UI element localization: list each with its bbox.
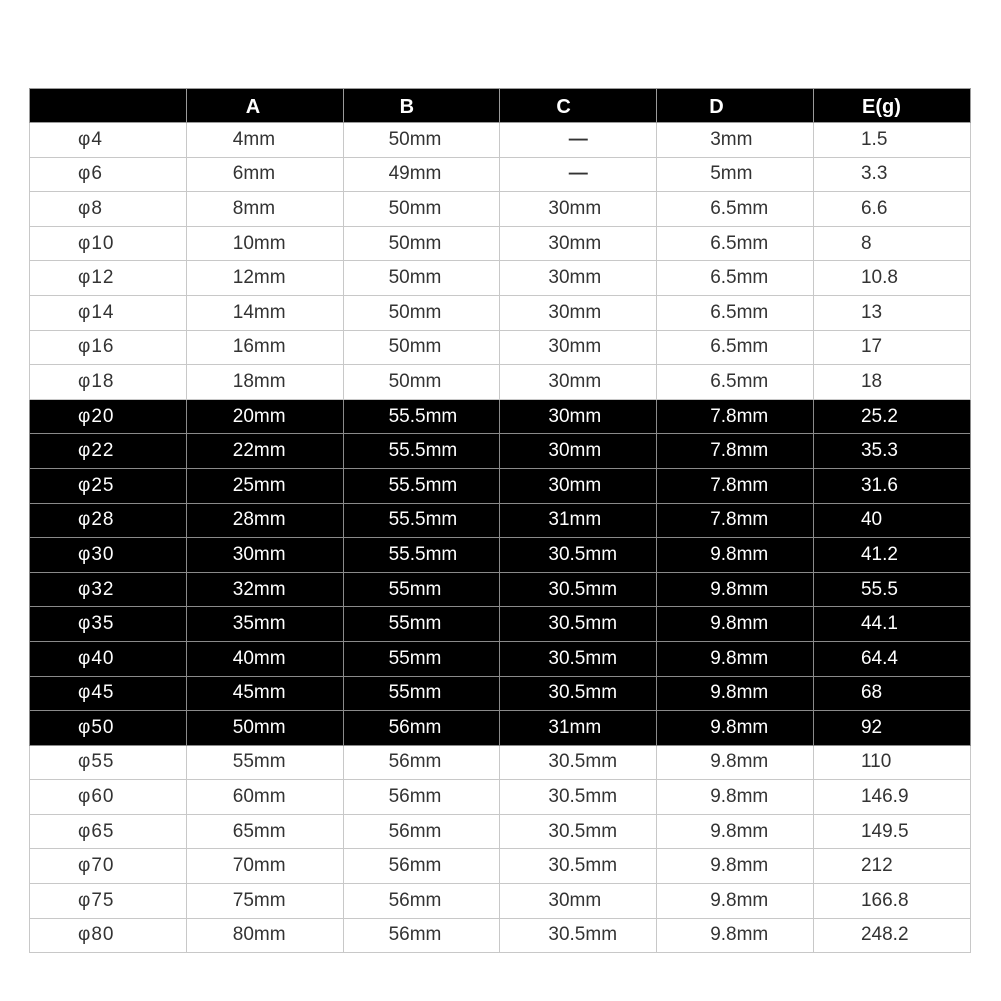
cell-d: 9.8mm	[657, 607, 814, 642]
cell-e: 149.5	[813, 814, 970, 849]
cell-c: 30mm	[500, 330, 657, 365]
cell-e: 44.1	[813, 607, 970, 642]
cell-e: 6.6	[813, 192, 970, 227]
table-row	[30, 503, 971, 538]
cell-e: 17	[813, 330, 970, 365]
cell-a: 18mm	[186, 365, 343, 400]
cell-b: 56mm	[343, 918, 500, 953]
spec-table-body	[30, 123, 971, 953]
cell-a: 75mm	[186, 884, 343, 919]
cell-d: 6.5mm	[657, 365, 814, 400]
cell-a: 22mm	[186, 434, 343, 469]
cell-a: 35mm	[186, 607, 343, 642]
cell-size: φ65	[30, 814, 187, 849]
cell-b: 56mm	[343, 745, 500, 780]
cell-d: 7.8mm	[657, 434, 814, 469]
cell-size: φ20	[30, 399, 187, 434]
table-row	[30, 538, 971, 573]
header-e: E(g)	[813, 89, 970, 123]
cell-e: 146.9	[813, 780, 970, 815]
cell-d: 9.8mm	[657, 538, 814, 573]
cell-d: 9.8mm	[657, 676, 814, 711]
cell-b: 50mm	[343, 295, 500, 330]
cell-b: 50mm	[343, 123, 500, 158]
table-row	[30, 434, 971, 469]
cell-d: 6.5mm	[657, 192, 814, 227]
cell-size: φ10	[30, 226, 187, 261]
cell-size: φ75	[30, 884, 187, 919]
table-row	[30, 918, 971, 953]
table-row	[30, 849, 971, 884]
cell-b: 55mm	[343, 641, 500, 676]
spec-table	[29, 88, 971, 953]
cell-c: 30mm	[500, 192, 657, 227]
cell-size: φ16	[30, 330, 187, 365]
table-row	[30, 399, 971, 434]
cell-size: φ50	[30, 711, 187, 746]
cell-size: φ25	[30, 468, 187, 503]
table-row	[30, 261, 971, 296]
header-b: B	[343, 89, 500, 123]
cell-size: φ14	[30, 295, 187, 330]
cell-e: 40	[813, 503, 970, 538]
cell-d: 9.8mm	[657, 884, 814, 919]
cell-a: 6mm	[186, 157, 343, 192]
cell-d: 3mm	[657, 123, 814, 158]
cell-size: φ35	[30, 607, 187, 642]
cell-c: 31mm	[500, 503, 657, 538]
cell-b: 50mm	[343, 365, 500, 400]
cell-b: 56mm	[343, 814, 500, 849]
cell-e: 8	[813, 226, 970, 261]
table-row	[30, 641, 971, 676]
cell-d: 9.8mm	[657, 814, 814, 849]
cell-b: 55mm	[343, 572, 500, 607]
cell-size: φ70	[30, 849, 187, 884]
cell-b: 55mm	[343, 607, 500, 642]
cell-c: 30.5mm	[500, 538, 657, 573]
cell-d: 7.8mm	[657, 503, 814, 538]
cell-e: 1.5	[813, 123, 970, 158]
cell-size: φ32	[30, 572, 187, 607]
cell-c: —	[500, 157, 657, 192]
cell-a: 28mm	[186, 503, 343, 538]
header-size	[30, 89, 187, 123]
cell-d: 9.8mm	[657, 849, 814, 884]
table-row	[30, 365, 971, 400]
cell-b: 56mm	[343, 884, 500, 919]
cell-a: 16mm	[186, 330, 343, 365]
cell-d: 6.5mm	[657, 295, 814, 330]
cell-size: φ12	[30, 261, 187, 296]
cell-c: 30.5mm	[500, 607, 657, 642]
table-row	[30, 745, 971, 780]
cell-a: 45mm	[186, 676, 343, 711]
cell-b: 55.5mm	[343, 538, 500, 573]
cell-a: 65mm	[186, 814, 343, 849]
cell-d: 7.8mm	[657, 399, 814, 434]
cell-c: 30mm	[500, 365, 657, 400]
cell-d: 5mm	[657, 157, 814, 192]
table-row	[30, 157, 971, 192]
table-row	[30, 468, 971, 503]
cell-size: φ28	[30, 503, 187, 538]
cell-d: 6.5mm	[657, 226, 814, 261]
cell-size: φ8	[30, 192, 187, 227]
header-d: D	[657, 89, 814, 123]
table-row	[30, 711, 971, 746]
cell-size: φ40	[30, 641, 187, 676]
cell-e: 92	[813, 711, 970, 746]
cell-b: 55.5mm	[343, 399, 500, 434]
cell-c: 30.5mm	[500, 641, 657, 676]
cell-size: φ22	[30, 434, 187, 469]
cell-a: 4mm	[186, 123, 343, 158]
cell-b: 56mm	[343, 780, 500, 815]
cell-c: —	[500, 123, 657, 158]
table-row	[30, 676, 971, 711]
table-row	[30, 226, 971, 261]
cell-c: 30.5mm	[500, 745, 657, 780]
table-row	[30, 295, 971, 330]
cell-e: 18	[813, 365, 970, 400]
cell-c: 30.5mm	[500, 918, 657, 953]
cell-c: 30mm	[500, 261, 657, 296]
cell-c: 30.5mm	[500, 572, 657, 607]
cell-c: 30.5mm	[500, 849, 657, 884]
cell-a: 55mm	[186, 745, 343, 780]
cell-b: 56mm	[343, 849, 500, 884]
cell-e: 35.3	[813, 434, 970, 469]
cell-b: 55.5mm	[343, 434, 500, 469]
cell-e: 25.2	[813, 399, 970, 434]
cell-c: 30mm	[500, 295, 657, 330]
cell-a: 80mm	[186, 918, 343, 953]
header-a: A	[186, 89, 343, 123]
cell-a: 25mm	[186, 468, 343, 503]
cell-size: φ60	[30, 780, 187, 815]
cell-d: 6.5mm	[657, 261, 814, 296]
cell-e: 13	[813, 295, 970, 330]
cell-b: 50mm	[343, 226, 500, 261]
cell-e: 41.2	[813, 538, 970, 573]
cell-d: 6.5mm	[657, 330, 814, 365]
cell-b: 50mm	[343, 330, 500, 365]
cell-a: 12mm	[186, 261, 343, 296]
cell-d: 9.8mm	[657, 641, 814, 676]
cell-b: 56mm	[343, 711, 500, 746]
cell-e: 110	[813, 745, 970, 780]
cell-e: 3.3	[813, 157, 970, 192]
cell-size: φ4	[30, 123, 187, 158]
cell-b: 55.5mm	[343, 468, 500, 503]
cell-c: 30.5mm	[500, 814, 657, 849]
cell-d: 9.8mm	[657, 745, 814, 780]
table-row	[30, 192, 971, 227]
cell-e: 55.5	[813, 572, 970, 607]
cell-b: 55.5mm	[343, 503, 500, 538]
cell-a: 32mm	[186, 572, 343, 607]
cell-size: φ80	[30, 918, 187, 953]
cell-b: 55mm	[343, 676, 500, 711]
table-row	[30, 330, 971, 365]
cell-e: 212	[813, 849, 970, 884]
cell-b: 50mm	[343, 192, 500, 227]
cell-size: φ55	[30, 745, 187, 780]
cell-b: 49mm	[343, 157, 500, 192]
cell-d: 9.8mm	[657, 780, 814, 815]
cell-a: 10mm	[186, 226, 343, 261]
cell-b: 50mm	[343, 261, 500, 296]
cell-c: 30.5mm	[500, 780, 657, 815]
header-row	[30, 89, 971, 123]
cell-e: 31.6	[813, 468, 970, 503]
spec-table-header	[30, 89, 971, 123]
cell-a: 70mm	[186, 849, 343, 884]
cell-a: 40mm	[186, 641, 343, 676]
cell-e: 248.2	[813, 918, 970, 953]
table-row	[30, 814, 971, 849]
cell-e: 166.8	[813, 884, 970, 919]
cell-c: 30mm	[500, 884, 657, 919]
cell-a: 50mm	[186, 711, 343, 746]
cell-a: 8mm	[186, 192, 343, 227]
table-row	[30, 123, 971, 158]
cell-d: 7.8mm	[657, 468, 814, 503]
cell-a: 20mm	[186, 399, 343, 434]
cell-size: φ18	[30, 365, 187, 400]
cell-c: 30mm	[500, 399, 657, 434]
table-row	[30, 884, 971, 919]
cell-e: 10.8	[813, 261, 970, 296]
cell-size: φ30	[30, 538, 187, 573]
cell-a: 30mm	[186, 538, 343, 573]
cell-d: 9.8mm	[657, 572, 814, 607]
cell-c: 30mm	[500, 434, 657, 469]
cell-size: φ45	[30, 676, 187, 711]
cell-d: 9.8mm	[657, 711, 814, 746]
cell-c: 30mm	[500, 468, 657, 503]
cell-c: 30.5mm	[500, 676, 657, 711]
cell-a: 60mm	[186, 780, 343, 815]
table-row	[30, 572, 971, 607]
table-row	[30, 607, 971, 642]
cell-d: 9.8mm	[657, 918, 814, 953]
cell-c: 31mm	[500, 711, 657, 746]
header-c: C	[500, 89, 657, 123]
table-row	[30, 780, 971, 815]
cell-a: 14mm	[186, 295, 343, 330]
cell-size: φ6	[30, 157, 187, 192]
cell-e: 64.4	[813, 641, 970, 676]
cell-c: 30mm	[500, 226, 657, 261]
cell-e: 68	[813, 676, 970, 711]
